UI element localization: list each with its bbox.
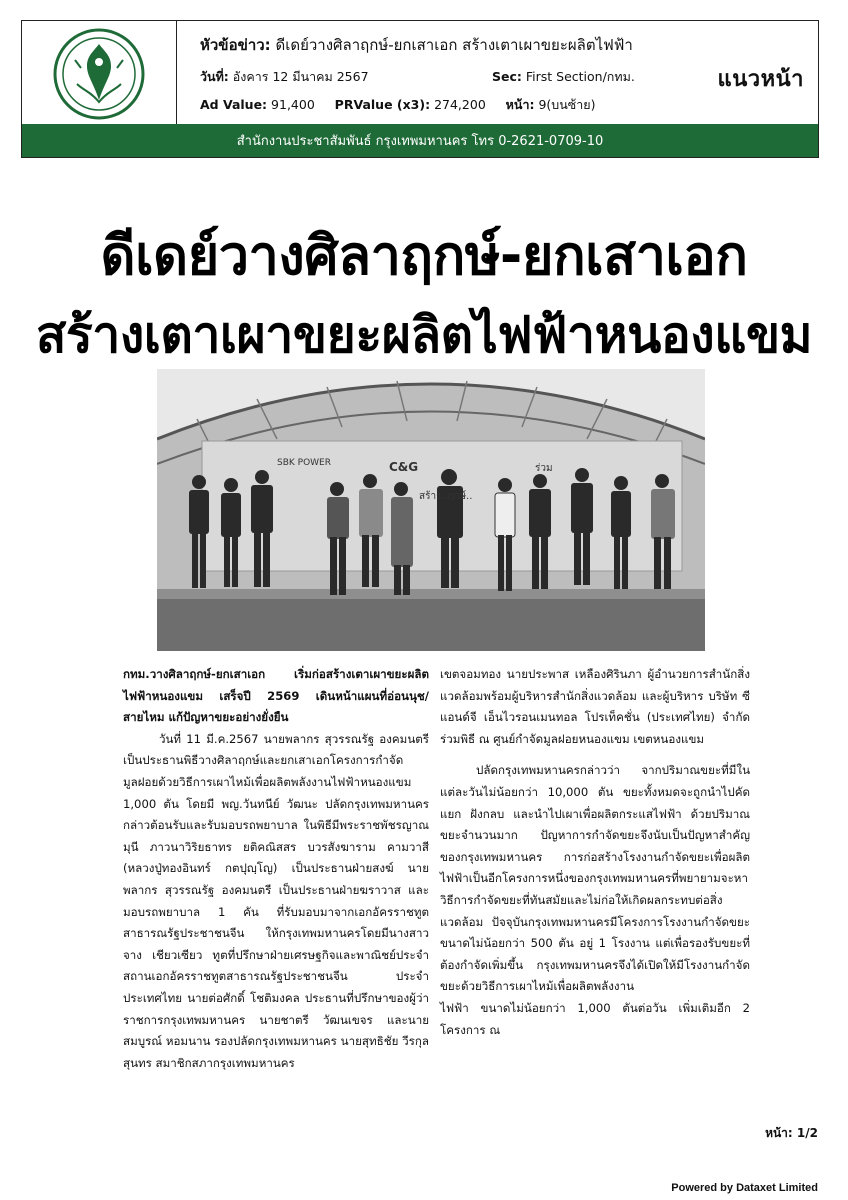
date-row bbox=[200, 67, 369, 87]
sec-value: First Section/กทม. bbox=[525, 69, 635, 84]
bangkok-city-seal-icon bbox=[53, 28, 145, 120]
page-indicator bbox=[765, 1124, 818, 1143]
pr-value: 274,200 bbox=[434, 97, 486, 112]
agency-contact: สำนักงานประชาสัมพันธ์ กรุงเทพมหานคร โทร 0-2621-0709-10 bbox=[236, 134, 604, 149]
footer-page-label: หน้า: bbox=[765, 1126, 793, 1140]
footer-page-value: 1/2 bbox=[796, 1126, 818, 1140]
ad-value: 91,400 bbox=[271, 97, 315, 112]
ceremony-photo bbox=[157, 369, 705, 651]
banner-partner: ร่วม bbox=[535, 463, 553, 474]
bangkok-logo-box bbox=[22, 21, 177, 126]
pr-value-label: PRValue (x3): bbox=[334, 97, 431, 112]
article-paragraph-4: ไฟฟ้า ขนาดไม่น้อยกว่า 1,000 ตันต่อวัน เพิ่มเติมอีก 2 โครงการ ณ bbox=[440, 1000, 750, 1037]
value-row bbox=[200, 95, 595, 115]
article-paragraph-3: ปลัดกรุงเทพมหานครกล่าวว่า จากปริมาณขยะที่มีในแต่ละวันไม่น้อยกว่า 10,000 ตัน ขยะทั้งหมดจะถูกนำไปคัดแยก ฝังกลบ และนำไปเผาเพื่อผลิตกระแสไฟฟ้า ด้วยปริมาณขยะจำนวนมาก ปัญหาการกำจัดขยะจึงนับเป็นปัญหาสำคัญของกรุงเทพมหานคร การก่อสร้างโรงงานกำจัดขยะเพื่อผลิตไฟฟ้าเป็นอีกโครงการหนึ่งของกรุงเทพมหานครที่พยายามจะหาวิธีการกำจัดขยะที่ทันสมัยและไม่ก่อให้เกิดผลกระทบต่อสิ่งแวดล้อม ปัจจุบันกรุงเทพมหานครมีโครงการโรงงานกำจัดขยะขนาดไม่น้อยกว่า 500 ตัน อยู่ 1 โรงงาน แต่เพื่อรองรับขยะที่ต้องกำจัดเพิ่มขึ้น กรุงเทพมหานครจึงได้เปิดให้มีโรงงานกำจัดขยะด้วยวิธีการเผาไหม้เพื่อผลิตพลังงาน bbox=[440, 763, 750, 994]
sec-label: Sec: bbox=[492, 69, 522, 84]
page-label: หน้า: bbox=[505, 97, 535, 112]
section-row bbox=[492, 67, 635, 87]
ceremony-photo-illustration bbox=[157, 369, 705, 651]
article-paragraph-2: เขตจอมทอง นายประพาส เหลืองศิรินภา ผู้อำนวยการสำนักสิ่งแวดล้อมพร้อมผู้บริหารสำนักสิ่งแวดล้อม และผู้บริหาร บริษัท ซีแอนด์จี เอ็นไวรอนเมนทอล โปรเท็คชั่น (ประเทศไทย) จำกัด ร่วมพิธี ณ ศูนย์กำจัดมูลฝอยหนองแขม เขตหนองแขม bbox=[440, 667, 750, 746]
headline-value: ดีเดย์วางศิลาฤกษ์-ยกเสาเอก สร้างเตาเผาขยะผลิตไฟฟ้า bbox=[275, 36, 633, 54]
page-value: 9(บนซ้าย) bbox=[538, 97, 596, 112]
ad-value-label: Ad Value: bbox=[200, 97, 268, 112]
banner-ceremony-text: สร้าง..ฤกษ์.. bbox=[419, 491, 473, 502]
article-lead: กทม.วางศิลาฤกษ์-ยกเสาเอก เริ่มก่อสร้างเตาเผาขยะผลิตไฟฟ้าหนองแขม เสร็จปี 2569 เดินหน้าแผนที่อ่อนนุช/สายไหม แก้ปัญหาขยะอย่างยั่งยืน bbox=[123, 667, 429, 725]
article-column-left bbox=[123, 664, 429, 1074]
powered-by-credit: Powered by Dataxet Limited bbox=[671, 1182, 818, 1194]
article-title-line-2: สร้างเตาเผาขยะผลิตไฟฟ้าหนองแขม bbox=[35, 306, 813, 364]
article-column-right bbox=[440, 664, 750, 1041]
clipping-header bbox=[21, 20, 819, 158]
date-label: วันที่: bbox=[200, 69, 229, 84]
date-value: อังคาร 12 มีนาคม 2567 bbox=[232, 69, 369, 84]
headline-row bbox=[200, 33, 633, 57]
headline-label: หัวข้อข่าว: bbox=[200, 36, 271, 54]
newspaper-name: แนวหน้า bbox=[717, 67, 804, 92]
article-paragraph-1: วันที่ 11 มี.ค.2567 นายพลากร สุวรรณรัฐ องคมนตรี เป็นประธานพิธีวางศิลาฤกษ์และยกเสาเอกโครงการกำจัดมูลฝอยด้วยวิธีการเผาไหม้เพื่อผลิตพลังงานไฟฟ้าหนองแขม 1,000 ตัน โดยมี พญ.วันทนีย์ วัฒนะ ปลัดกรุงเทพมหานคร กล่าวต้อนรับและรับมอบรถพยาบาล ในพิธีมีพระราชพัชรญาณมุนี ภาวนาวิริยธาทร ยติคณิสสร บวรสังฆาราม คามวาสี (หลวงปู่ทองอินทร์ กตปุญฺโญ) เป็นประธานฝ่ายสงฆ์ นายพลากร สุวรรณรัฐ องคมนตรี เป็นประธานฝ่ายฆราวาส และมอบรถพยาบาล 1 คัน ที่รับมอบมาจากเอกอัครราชทูตสาธารณรัฐประชาชนจีน ให้กรุงเทพมหานครโดยมีนางสาวจาง เชียวเซียว ทูตที่ปรึกษาฝ่ายเศรษฐกิจและพาณิชย์ประจำสถานเอกอัครราชทูตสาธารณรัฐประชาชนจีน ประจำประเทศไทย นายต่อศักดิ์ โชติมงคล ประธานที่ปรึกษาของผู้ว่าราชการกรุงเทพมหานคร นายชาตรี วัฒนเขจร และนายสมบูรณ์ หอมนาน รองปลัดกรุงเทพมหานคร นายสุทธิชัย วีรกุลสุนทร สมาชิกสภากรุงเทพมหานคร bbox=[123, 731, 429, 1070]
banner-cg: C&G bbox=[389, 460, 419, 474]
agency-bar bbox=[22, 124, 818, 157]
article-title-line-1: ดีเดย์วางศิลาฤกษ์-ยกเสาเอก bbox=[100, 224, 748, 287]
banner-sbk: SBK POWER bbox=[277, 458, 331, 468]
